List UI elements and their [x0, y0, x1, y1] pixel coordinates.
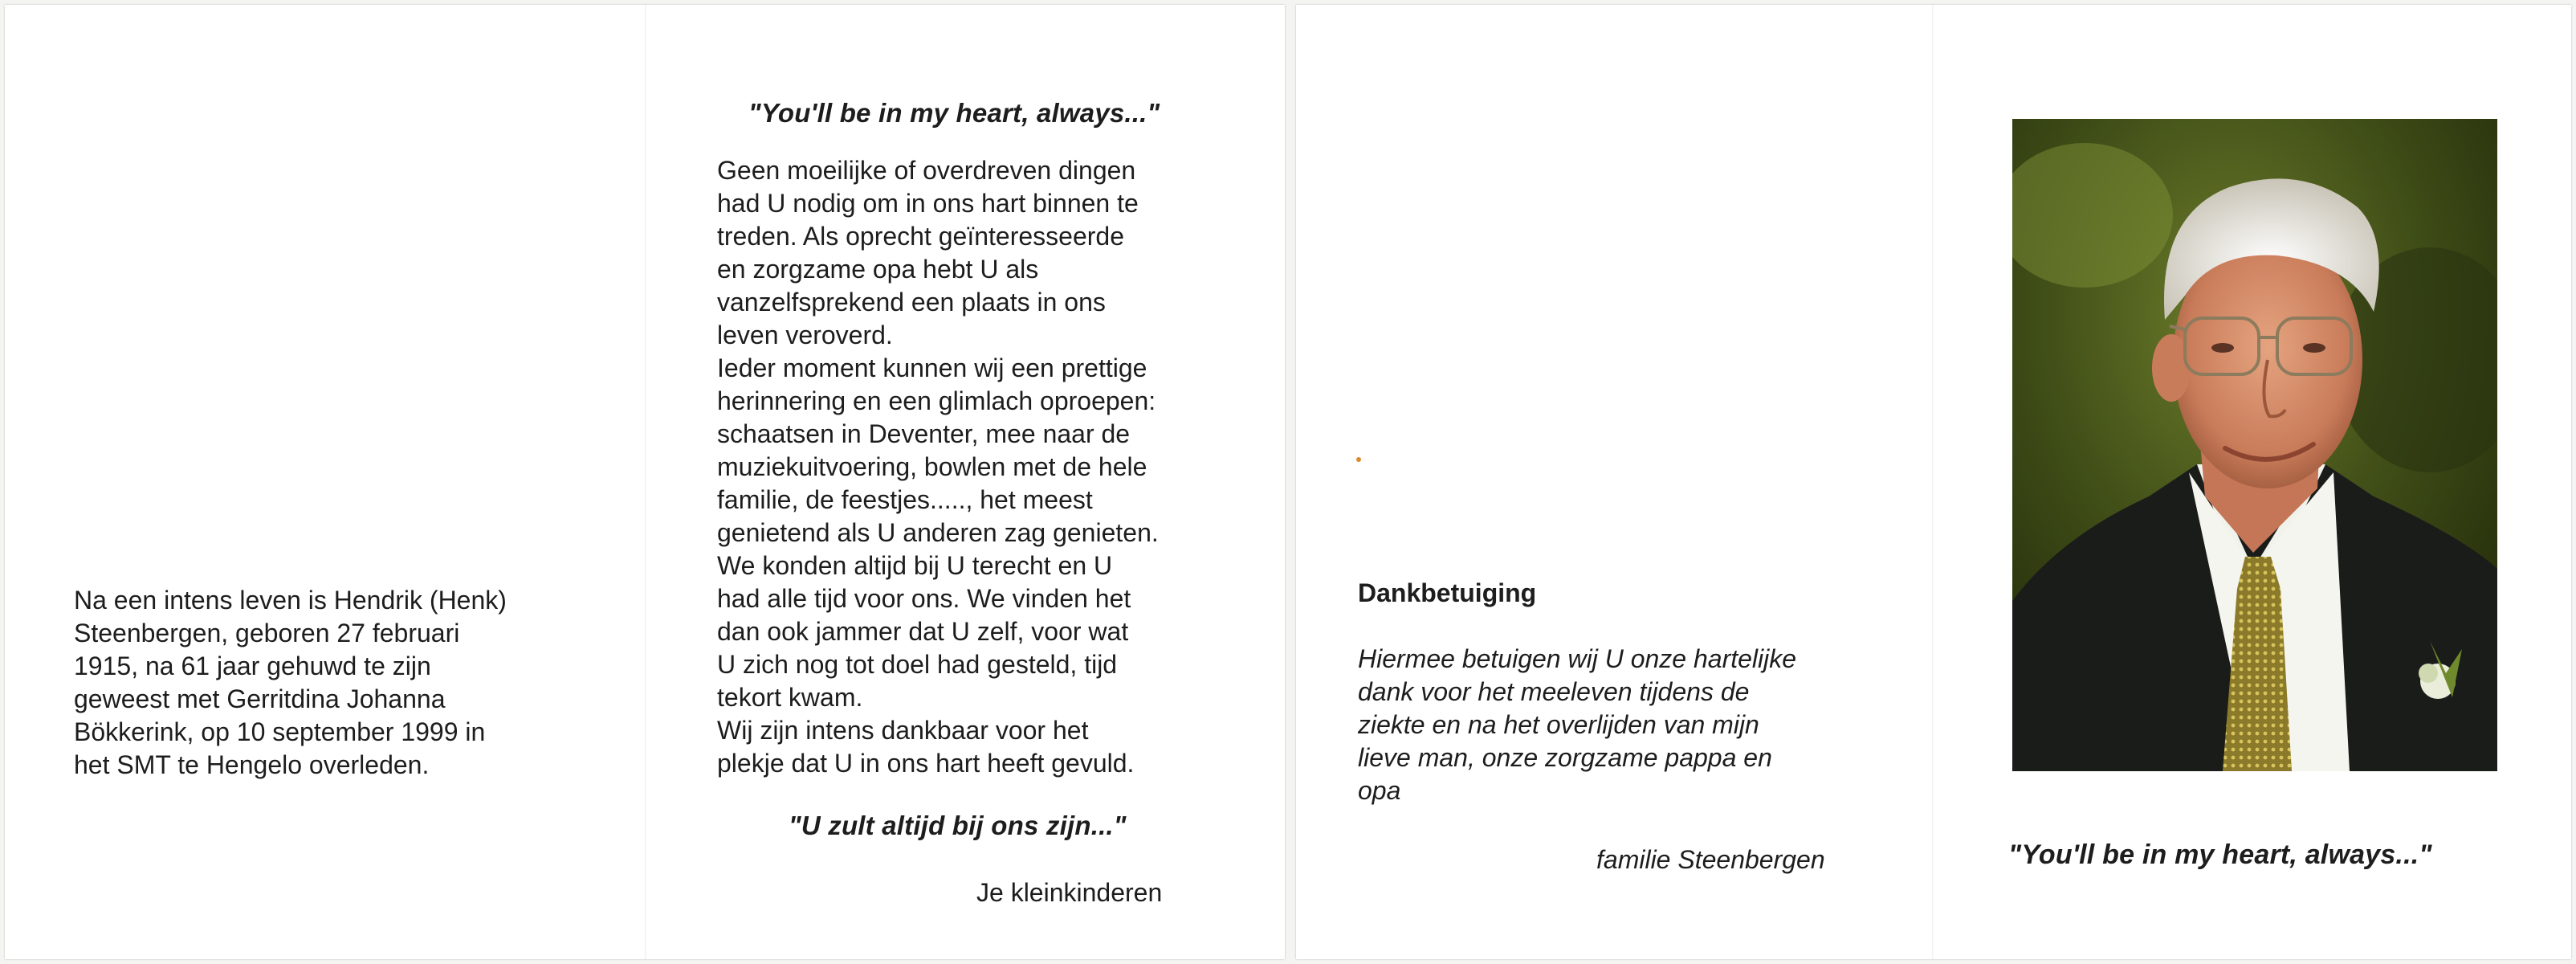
fold-line: [1932, 5, 1934, 959]
fold-line: [645, 5, 646, 959]
poem-body: Geen moeilijke of overdreven dingen had U nodig om in ons hart binnen te treden. Als oprecht geïnteresseerde en zorgzame opa hebt U als vanzelfsprekend een plaats in ons leven veroverd. Ieder moment kunnen wij een prettige herinnering en een glimlach oproepen: schaatsen in Deventer, mee naar de muziekuitvoering, bowlen met de hele familie, de feestjes....., het meest genietend als U anderen zag genieten. We konden altijd bij U terecht en U had alle tijd voor ons. We vinden het dan ook jammer dat U zelf, voor wat U zich nog tot doel had gesteld, tijd tekort kwam. Wij zijn intens dankbaar voor het plekje dat U in ons hart heeft gevuld.: [717, 156, 1159, 778]
thanks-title: Dankbetuiging: [1358, 578, 1537, 607]
closing-quote: "U zult altijd bij ons zijn...": [789, 811, 1127, 840]
photo-quote: "You'll be in my heart, always...": [2008, 839, 2432, 870]
thanks-body: Hiermee betuigen wij U onze hartelijke dank voor het meeleven tijdens de ziekte en na het overlijden van mijn lieve man, onze zorgzame pappa en opa: [1358, 644, 1797, 805]
paper-speck: [1356, 457, 1361, 462]
obituary-intro: Na een intens leven is Hendrik (Henk) Steenbergen, geboren 27 februari 1915, na 61 jaar gehuwd te zijn geweest met Gerritdina Johanna Bökkerink, op 10 september 1999 in het SMT te Hengelo overleden.: [74, 586, 507, 779]
family-signature: familie Steenbergen: [1596, 845, 1825, 874]
poem-quote: "You'll be in my heart, always...": [748, 98, 1160, 128]
portrait-photo: [2012, 119, 2497, 771]
grandchildren-signature: Je kleinkinderen: [976, 878, 1163, 907]
